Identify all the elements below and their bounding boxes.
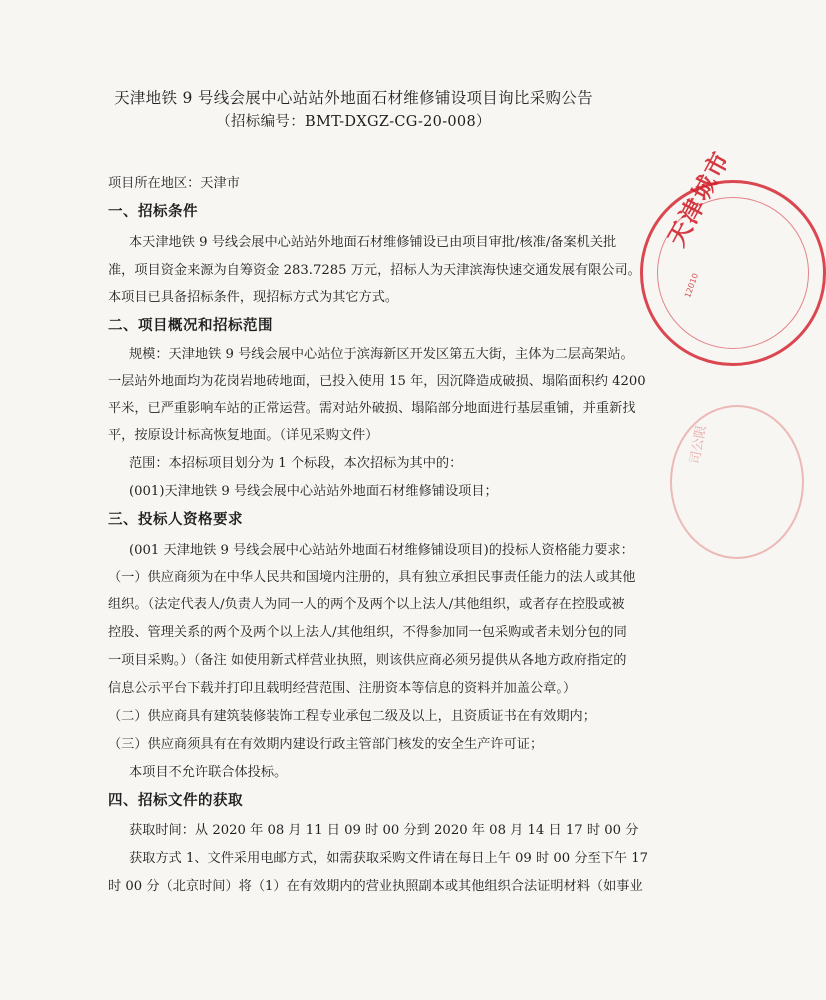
faint-seal-icon (670, 405, 804, 559)
section-heading: 二、项目概况和招标范围 (108, 317, 273, 334)
paragraph-line: 准，项目资金来源为自筹资金 283.7285 万元，招标人为天津滨海快速交通发展有限公司。 (108, 263, 641, 278)
paragraph-line: 本项目已具备招标条件，现招标方式为其它方式。 (108, 290, 399, 305)
paragraph-line: 组织。（法定代表人/负责人为同一人的两个及两个以上法人/其他组织，或者存在控股或被 (108, 597, 625, 612)
paragraph-line: 本项目不允许联合体投标。 (129, 765, 288, 780)
paragraph-line: 时 00 分（北京时间）将（1）在有效期内的营业执照副本或其他组织合法证明材料（如事业 (108, 879, 643, 894)
paragraph-line: (001 天津地铁 9 号线会展中心站站外地面石材维修铺设项目)的投标人资格能力要求： (129, 543, 634, 558)
project-location: 项目所在地区：天津市 (108, 176, 240, 191)
paragraph-line: （二）供应商具有建筑装修装饰工程专业承包二级及以上，且资质证书在有效期内； (108, 709, 596, 724)
paragraph-line: 获取时间：从 2020 年 08 月 11 日 09 时 00 分到 2020 年 08 月 14 日 17 时 00 分 (129, 823, 639, 838)
document-title: 天津地铁 9 号线会展中心站站外地面石材维修铺设项目询比采购公告 (114, 89, 593, 107)
paragraph-line: 信息公示平台下载并打印且载明经营范围、注册资本等信息的资料并加盖公章。） (108, 681, 577, 696)
paragraph-line: 获取方式 1、文件采用电邮方式，如需获取采购文件请在每日上午 09 时 00 分至下午 17 (129, 851, 649, 866)
paragraph-line: (001)天津地铁 9 号线会展中心站站外地面石材维修铺设项目； (129, 484, 498, 499)
section-heading: 一、招标条件 (108, 203, 198, 220)
paragraph-line: 控股、管理关系的两个及两个以上法人/其他组织，不得参加同一包采购或者未划分包的同 (108, 625, 627, 640)
seal-text: 天津城市 (662, 145, 736, 251)
paragraph-line: 本天津地铁 9 号线会展中心站站外地面石材维修铺设已由项目审批/核准/备案机关批 (129, 235, 617, 250)
paragraph-line: 范围：本招标项目划分为 1 个标段，本次招标为其中的： (129, 456, 463, 471)
paragraph-line: 一层站外地面均为花岗岩地砖地面，已投入使用 15 年，因沉降造成破损、塌陷面积约 4200 (108, 374, 646, 389)
section-heading: 四、招标文件的获取 (108, 792, 243, 809)
faint-seal-text: 司公限 (687, 424, 710, 466)
seal-code: 12010 (683, 272, 701, 300)
paragraph-line: （三）供应商须具有在有效期内建设行政主管部门核发的安全生产许可证； (108, 737, 544, 752)
paragraph-line: 规模：天津地铁 9 号线会展中心站位于滨海新区开发区第五大街，主体为二层高架站。 (129, 347, 634, 362)
paragraph-line: 平米，已严重影响车站的正常运营。需对站外破损、塌陷部分地面进行基层重铺，并重新找 (108, 401, 636, 416)
paragraph-line: 平，按原设计标高恢复地面。（详见采购文件） (108, 428, 379, 443)
paragraph-line: （一）供应商须为在中华人民共和国境内注册的，具有独立承担民事责任能力的法人或其他 (108, 570, 636, 585)
paragraph-line: 一项目采购。）（备注 如使用新式样营业执照，则该供应商必须另提供从各地方政府指定的 (108, 653, 627, 668)
section-heading: 三、投标人资格要求 (108, 511, 243, 528)
tender-number: （招标编号：BMT-DXGZ-CG-20-008） (216, 114, 491, 130)
company-seal-icon (640, 145, 826, 366)
